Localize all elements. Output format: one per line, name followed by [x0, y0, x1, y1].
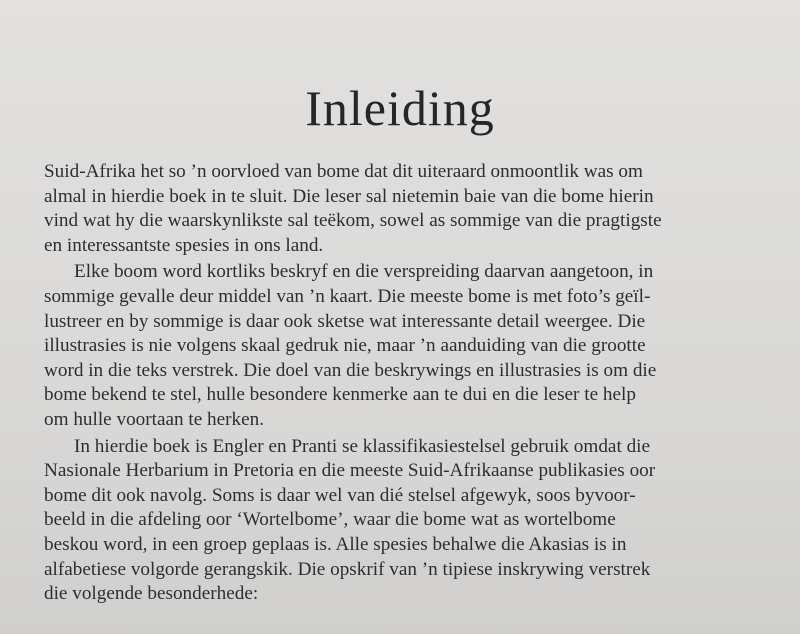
text-line: en interessantste spesies in ons land.	[44, 234, 324, 256]
text-line: Elke boom word kortliks beskryf en die verspreiding daarvan aangetoon, in	[74, 261, 654, 283]
text-line: bome dit ook navolg. Soms is daar wel van dié stelsel afgewyk, soos byvoor-	[44, 484, 636, 506]
text-line: Suid-Afrika het so ’n oorvloed van bome dat dit uiteraard onmoontlik was om	[44, 161, 643, 182]
paragraph-2	[44, 260, 774, 432]
text-line: sommige gevalle deur middel van ’n kaart. Die meeste bome is met foto’s geïl-	[44, 285, 651, 307]
text-line: om hulle voortaan te herken.	[44, 408, 265, 430]
text-line: beskou word, in een groep geplaas is. Alle spesies behalwe die Akasias is in	[44, 533, 627, 555]
text-line: alfabetiese volgorde gerangskik. Die opskrif van ’n tipiese inskrywing verstrek	[44, 558, 651, 580]
text-line: lustreer en by sommige is daar ook sketse wat interessante detail weergee. Die	[44, 310, 646, 332]
body-text	[44, 160, 774, 609]
text-line: In hierdie boek is Engler en Pranti se klassifikasiestelsel gebruik omdat die	[74, 435, 651, 457]
text-line: beeld in die afdeling oor ‘Wortelbome’, waar die bome wat as wortelbome	[44, 509, 616, 531]
text-line: word in die teks verstrek. Die doel van die beskrywings en illustrasies is om die	[44, 359, 657, 381]
paragraph-3	[44, 435, 774, 607]
page-title: Inleiding	[305, 80, 495, 136]
text-line: illustrasies is nie volgens skaal gedruk nie, maar ’n aanduiding van die grootte	[44, 335, 646, 357]
text-line: vind wat hy die waarskynlikste sal teëkom, sowel as sommige van die pragtigste	[44, 210, 662, 232]
text-line: almal in hierdie boek in te sluit. Die leser sal nietemin baie van die bome hierin	[44, 185, 654, 207]
paragraph-1	[44, 160, 774, 258]
text-line: Nasionale Herbarium in Pretoria en die meeste Suid-Afrikaanse publikasies oor	[44, 460, 656, 482]
text-line: bome bekend te stel, hulle besondere kenmerke aan te dui en die leser te help	[44, 384, 636, 406]
text-line: die volgende besonderhede:	[44, 583, 259, 605]
